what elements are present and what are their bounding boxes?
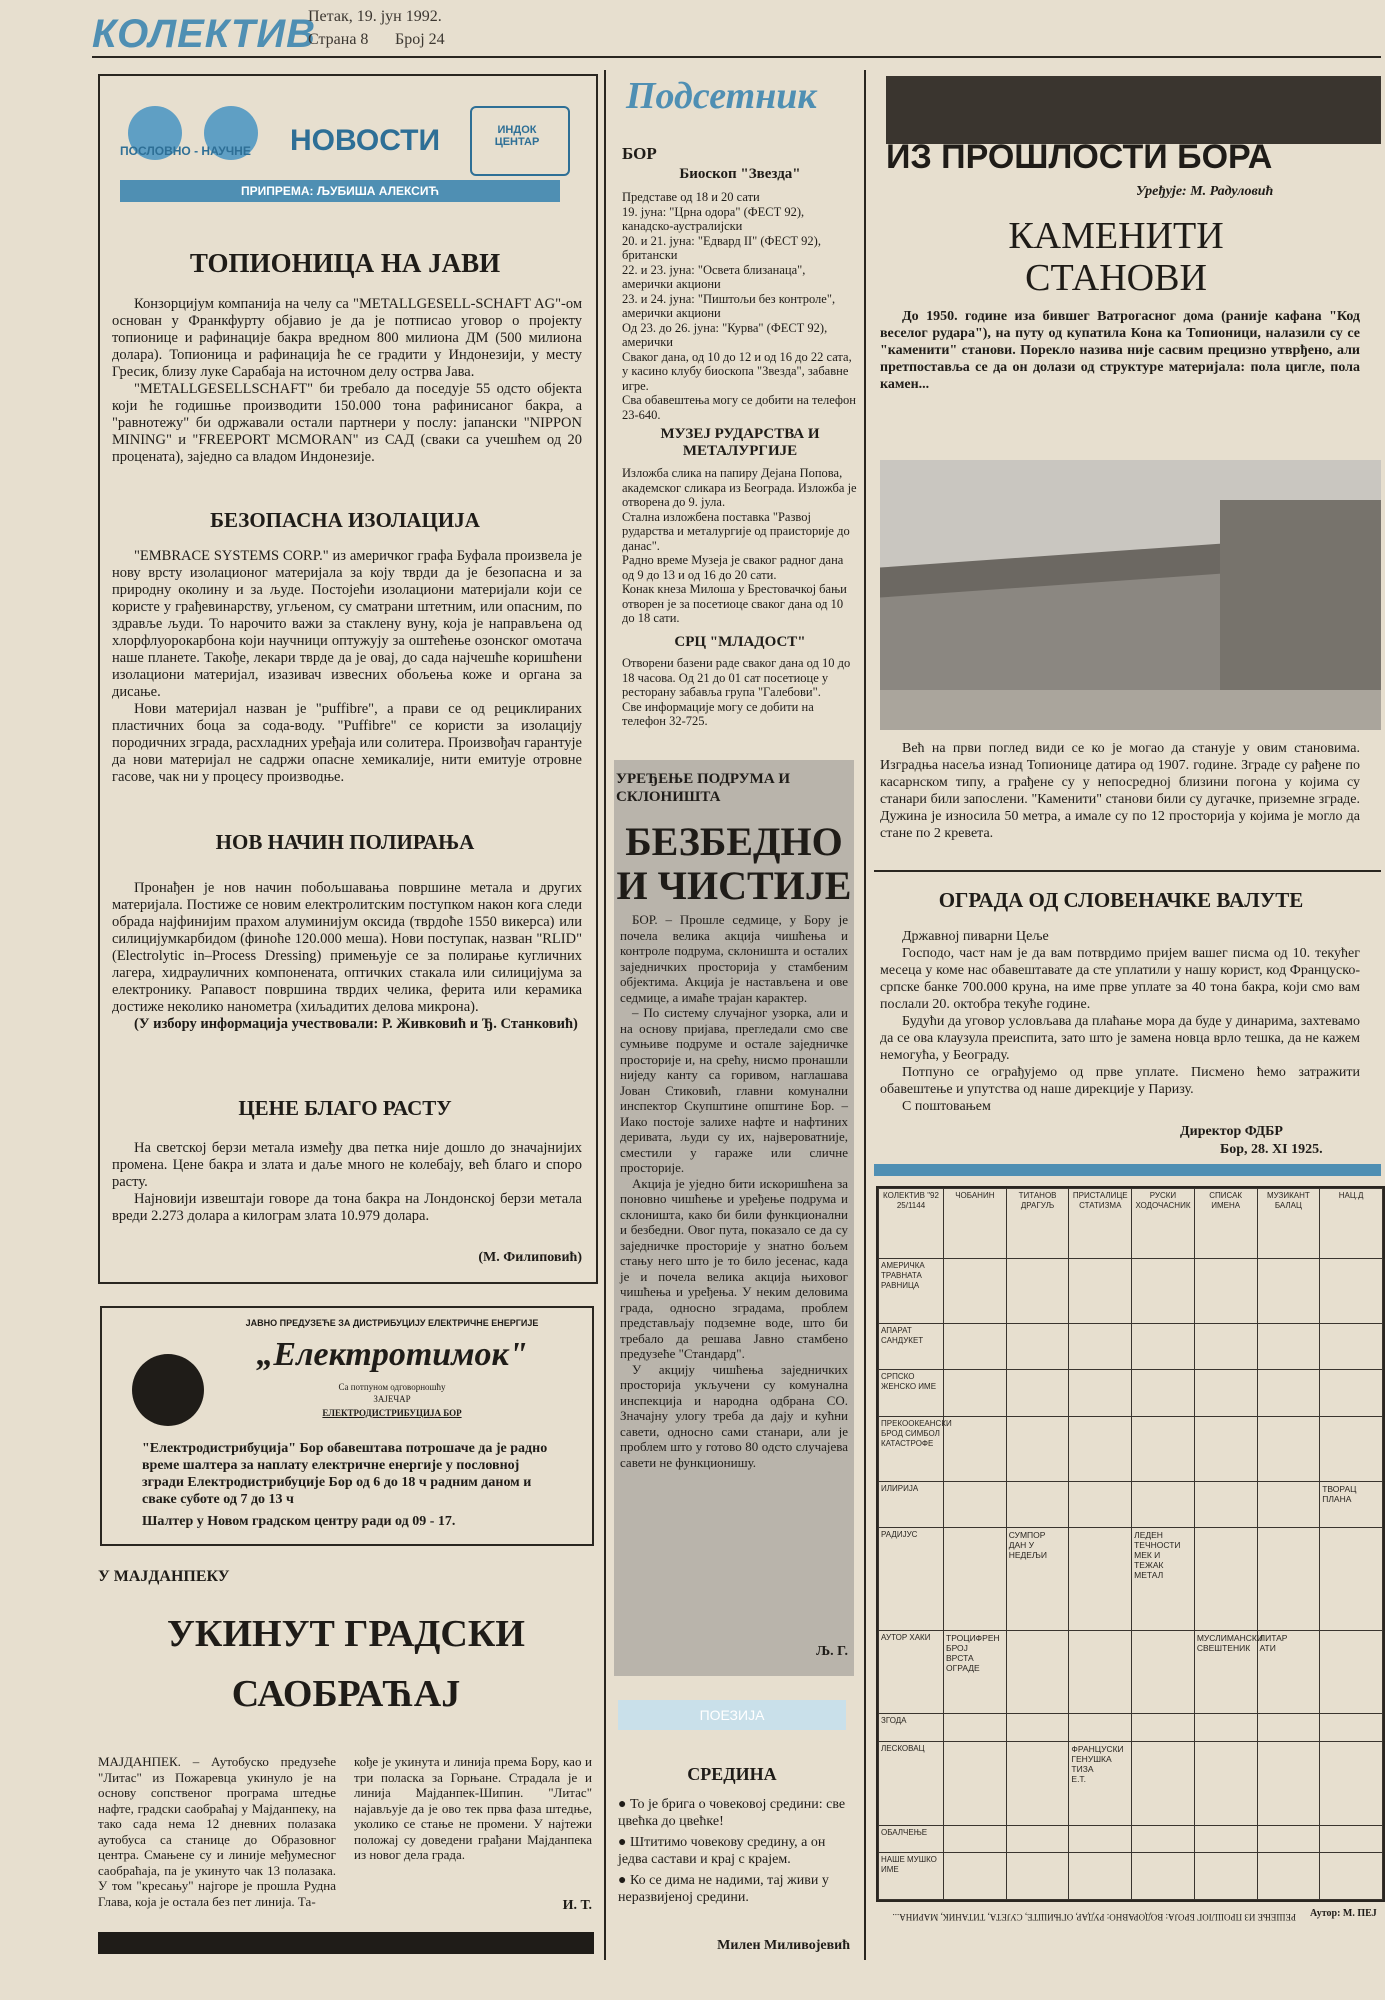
clue-text: ЛЕДЕН ТЕЧНОСТИ — [1134, 1530, 1181, 1551]
novosti-left-label: ПОСЛОВНО - НАУЧНЕ — [120, 144, 251, 158]
letter-regards: С поштовањем — [902, 1099, 991, 1114]
poem-bullet: ● Ко се дима не надими, тај живи у неразвијеној средини. — [618, 1873, 829, 1905]
crossword-header: ЧОБАНИН — [944, 1189, 1007, 1259]
crossword-clue: ЛЕСКОВАЦ — [879, 1741, 944, 1825]
crossword-author: Аутор: М. ПЕЈ — [1310, 1908, 1377, 1919]
paragraph: Господо, част нам је да вам потврдимо пријем вашег писма од 10. текућег месеца у коме нас обавештавате да сте уплатили у нашу корист, код Француско-српске банке 700.000 круна, на име прве уплате за 40 тона бакра, који смо вам послали 20. октобра текуће године. — [880, 946, 1360, 1012]
article-title-topionica: ТОПИОНИЦА НА ЈАВИ — [189, 248, 501, 278]
ad-body: "Електродистрибуција" Бор обавештава потрошаче да је радно време шалтера за наплату електричне енергије у пословној згради Електродистрибуције Бор од 6 до 18 ч радним даном и сваке суботе од 7 до 13 ч — [142, 1441, 548, 1507]
ad-sub1: Са потпуном одговорношћу — [338, 1382, 446, 1392]
history-title-1: КАМЕНИТИ — [1008, 215, 1224, 257]
article-title-izolacija: БЕЗОПАСНА ИЗОЛАЦИЈА — [210, 508, 480, 532]
crossword-header: РУСКИ ХОДОЧАСНИК — [1132, 1189, 1195, 1259]
masthead-rule — [92, 56, 1381, 58]
crossword-clue — [1006, 1528, 1069, 1630]
article-title-majdanpek-2: САОБРАЋАЈ — [231, 1673, 461, 1715]
paragraph: – По систему случајног узорка, али и на основу пријава, прегледали смо све сумњиве подруме и остале заједничке просторије и, на срећу, нисмо пронашли ниједу канту са горивом, наглашава Јован Стиковић, главни комунални инспектор Скупштине општине Бор. – Иако постоје залихе нафте и нафтиних деривата, људи су их, највероватније, сместили у гараже или сличне просторије. — [620, 1005, 848, 1175]
crossword-puzzle — [876, 1186, 1385, 1902]
article-body-majdanpek-col1: МАЈДАНПЕК. – Аутобуско предузеће "Литас" из Пожаревца укинуло је на основу сопственог програма штедње нафте, градски саобраћај у Мајданпеку, на тако сада нема 12 дневних полазака аутобуса са станице до Образовног центра. Смањене су и линије међумесног саобраћаја, па је укинуто чак 13 полазака. У том "кресању" најгоре је прошла Рудна Глава, која је остала без пет линија. Та- — [98, 1754, 336, 1909]
poem-bullet: ● То је брига о човековој средини: све цвећка до цвећке! — [618, 1797, 846, 1829]
crossword-clue: НАШЕ МУШКО ИМЕ — [879, 1853, 944, 1900]
indok-label: ИНДОК ЦЕНТАР — [494, 124, 540, 148]
paragraph: Најновији извештаји говоре да тона бакра на Лондонској берзи метала вреди 2.273 долара а килограм злата 10.979 долара. — [112, 1191, 582, 1224]
podsetnik-src-title: СРЦ "МЛАДОСТ" — [674, 634, 806, 650]
elektrotimok-ad — [100, 1306, 594, 1546]
ad-last-line: Шалтер у Новом градском центру ради од 09 - 17. — [142, 1514, 456, 1529]
podsetnik-logo: Подсетник — [626, 75, 817, 117]
podsetnik-museum-text: Изложба слика на папиру Дејана Попова, академског сликара из Београда. Изложба је отворена до 9. јула. Стална изложбена поставка "Развој рударства и металургије од праисторије до данас". Радно време Музеја је сваког радног дана од 9 до 13 и од 16 до 20 сати. Конак кнеза Милоша у Брестовачкој бањи отворен је за посетиоце сваког дана од 10 до 18 сати. — [622, 466, 857, 625]
history-title-2: СТАНОВИ — [1025, 257, 1207, 299]
history-banner-illustration — [886, 76, 1381, 144]
paragraph: "EMBRACE SYSTEMS CORP." из америчког графа Буфала произвела је нову врсту изолационог материјала за коју тврди да је безопасна и за природну околину и за људе. Постојећи изолациони материјали који се користе у грађевинарству, угљеном, су сматрани штетним, или опасним, по здравље људи. То нарочито важи за стаклену вуну, која је направљена од хлорфлуорокарбона који научници оптужују за оштећење озонског омотача наше планете. Такође, лекари тврде да је овај, до сада најчешће коришћени изолациони материјал, изазивач извесних обољења коже и органа за дисање. — [112, 548, 582, 700]
poem-body — [618, 1796, 850, 1906]
masthead-logo: КОЛЕКТИВ — [92, 12, 316, 56]
page-number: Страна 8 — [308, 31, 369, 48]
crossword-clue: ТВОРАЦ ПЛАНА — [1320, 1481, 1383, 1527]
photo-stone-houses — [880, 460, 1381, 730]
podsetnik-cinema-title: Биоскоп "Звезда" — [679, 166, 801, 182]
article-body-topionica — [112, 296, 582, 466]
clue-text: ДАН У НЕДЕЉИ — [1008, 1540, 1048, 1561]
poem-line: Ко се дима не надими, тај живи у неразвијеној средини. — [618, 1873, 829, 1905]
crossword-grid — [878, 1188, 1383, 1900]
clue-text: МЕК И ТЕЖАК МЕТАЛ — [1134, 1550, 1164, 1581]
article-body-poliranje — [112, 880, 582, 1033]
ad-logo-icon — [132, 1354, 204, 1426]
poem-line: То је брига о човековој средини: све цвећка до цвећке! — [618, 1797, 846, 1829]
clue-text: Е.Т. — [1071, 1773, 1087, 1784]
ad-brand: „Електротимок" — [256, 1336, 528, 1373]
computer-icon — [470, 106, 570, 176]
paragraph: Потпуно се ограђујемо од прве уплате. Писмено ћемо затражити обавештење и упутства од наше дирекције у Паризу. — [880, 1065, 1360, 1097]
crossword-clue — [1257, 1630, 1320, 1714]
crossword-clue: МУСЛИМАНСКИ СВЕШТЕНИК — [1194, 1630, 1257, 1714]
article-title-cene: ЦЕНЕ БЛАГО РАСТУ — [238, 1096, 452, 1120]
article-kicker-majdanpek: У МАЈДАНПЕКУ — [98, 1568, 230, 1585]
article-title-majdanpek-1: УКИНУТ ГРАДСКИ — [167, 1613, 525, 1655]
clue-text: ВРСТА ОГРАДЕ — [946, 1652, 980, 1673]
letter-signature-1: Директор ФДБР — [1180, 1124, 1283, 1139]
crossword-clue: АПАРАТ САНДУКЕТ — [879, 1324, 944, 1370]
paragraph: До 1950. године иза бившег Ватрогасног дома (раније кафана "Код веселог рудара"), на путу од купатила Кона ка Топионици, налазили су се "каменити" станови. Порекло назива није сасвим прецизно утврђено, али претпоставља се да он долази од структуре материјала: пола цигле, пола камен... — [880, 309, 1360, 392]
shelter-kicker: УРЕЂЕЊЕ ПОДРУМА И СКЛОНИШТА — [616, 771, 791, 805]
issue-number: Број 24 — [395, 31, 445, 48]
paragraph: Нови материјал назван је "puffibre", а прави се од рециклираних пластичних боца за сода-воду. "Puffibre" се користи за изолацију породичних зграда, расхладних уређаја или солитера. Произвођач гарантује да нови материјал не садржи опасне хемикалије, нити емитује отровне гасове, чак ни у процесу производње. — [112, 701, 582, 785]
paragraph: Конзорцијум компанија на челу са "METALLGESELL-SCHAFT AG"-ом основан у Франкфурту објавио је да је потписао уговор о пројекту топионице и рафинације бакра вредном 800 милиона ДМ (500 милиона долара). Топионица и рафинација ће се градити у Индонезији, у месту Гресик, близу луке Сарабаја на источном делу острва Јава. — [112, 296, 582, 380]
paragraph: БОР. – Прошле седмице, у Бору је почела велика акција чишћења и контроле подрума, склоништа и осталих заједничких просторија у стамбеним објектима. Акција је настављена и ове седмице, а имаће трајан карактер. — [620, 912, 848, 1005]
clue-text: СУМПОР — [1008, 1530, 1046, 1541]
crossword-clue — [1132, 1528, 1195, 1630]
author-cene: (М. Филиповић) — [478, 1250, 582, 1265]
podsetnik-cinema-text: Представе од 18 и 20 сати 19. јуна: "Црна одора" (ФЕСТ 92), канадско-аустралијски 20. и 21. јуна: "Едвард II" (ФЕСТ 92), британски 22. и 23. јуна: "Освета близанаца", амерички акциони 23. и 24. јуна: "Пиштољи без контроле", амерички акциони Од 23. до 26. јуна: "Курва" (ФЕСТ 92), амерички Сваког дана, од 10 до 12 и од 16 до 22 сата, у касино клубу биоскопа "Звезда", забавне игре. Сва обавештења могу се добити на телефон 23-640. — [622, 190, 856, 422]
crossword-clue: ОБАЛЧЕЊЕ — [879, 1825, 944, 1853]
ad-top-line: ЈАВНО ПРЕДУЗЕЋЕ ЗА ДИСТРИБУЦИЈУ ЕЛЕКТРИЧНЕ ЕНЕРГИЈЕ — [245, 1318, 539, 1328]
clue-text: ТРОЦИФРЕН БРОЈ — [946, 1632, 1000, 1653]
article-body-majdanpek-col2: кође је укинута и линија према Бору, као и три поласка за Горњане. Страдала је и линија Мајданпек-Шипин. "Литас" најављује да је ово тек прва фаза штедње, уколико се стање не промени. У најтежи положај су доведени грађани Мајданпека из новог дела града. — [354, 1754, 592, 1862]
bottom-black-bar — [98, 1932, 594, 1954]
poem-title: СРЕДИНА — [687, 1764, 777, 1784]
history-banner-title: ИЗ ПРОШЛОСТИ БОРА — [886, 138, 1273, 176]
novosti-prepared: ПРИПРЕМА: ЉУБИША АЛЕКСИЋ — [120, 180, 560, 202]
paragraph: Пронађен је нов начин побољшавања површине метала и других материјала. Постиже се новим електролитским поступком након кога следи обрада најфинијим прахом алуминијум оксида (тврдоће 1550 викерса) или силицијумкарбидом (финоће 120.000 меша). Нови поступак, назван "RLID" (Electrolytic in–Process Dressing) примењује се за полирање кугличних лагера, хидрауличних компонената, оптичких стакала или силицијума за електронику. Рапавост површина тврдих челика, ферита или керамика достиже неколико нанометра (хиљадитих делова микрона). — [112, 880, 582, 1015]
crossword-clue: ИЛИРИЈА — [879, 1481, 944, 1527]
author-shelter: Љ. Г. — [816, 1644, 848, 1659]
crossword-header: НАЦ.Д — [1320, 1189, 1383, 1259]
paragraph: Акција је уједно бити искоришћена за поновно чишћење и уређење подрума и склоништа, како би били функционални и безбедни. Овог пута, показало се да су заједничке просторије у знатно бољем стању него што је то било јесенас, када је и почела велика акција њиховог чишћења и уређења. У неким деловима града, односно зградама, проблем представљају подземне воде, што би требало да решава Јавно стамбено предузеће "Стандард". — [620, 1175, 848, 1361]
crossword-clue: ЗГОДА — [879, 1714, 944, 1742]
crossword-clue: РАДИЈУС — [879, 1528, 944, 1630]
podsetnik-city: БОР — [622, 144, 657, 163]
paragraph: "METALLGESELLSCHAFT" би требало да поседује 55 одсто објекта који ће годишње производити 150.000 тона рафинисаног бакра, а "равнотежу" би одржавали остали партнери у послу: јапански "NIPPON MINING" и "FREEPORT MCMORAN" из САД (сваки са учешћем од 20 процената), заједно са владом Индонезије. — [112, 381, 582, 465]
novosti-title: НОВОСТИ — [290, 124, 441, 157]
history-editor: Уређује: М. Радуловић — [1136, 184, 1274, 199]
crossword-header: МУЗИКАНТ БАЛАЦ — [1257, 1189, 1320, 1259]
clue-text: АТИ — [1259, 1642, 1276, 1653]
novosti-header — [120, 100, 580, 212]
paragraph-credits: (У избору информација учествовали: Р. Живковић и Ђ. Станковић) — [134, 1016, 578, 1032]
crossword-clue — [1069, 1741, 1132, 1825]
crossword-header: СПИСАК ИМЕНА — [1194, 1189, 1257, 1259]
podsetnik-src-text: Отворени базени раде сваког дана од 10 до 18 часова. Од 21 до 01 сат посетиоце у ресторану забавља група "Галебови". Све информације могу се добити на телефон 32-725. — [622, 656, 851, 728]
ad-sub2: ЗАЈЕЧАР — [373, 1394, 411, 1404]
paragraph: У акцију чишћења заједничких просторија укључени су комунална инспекција и народна одбрана СО. Значајну улогу треба да дају и кућни савети, односно сами станари, али је проблем што у готово 80 одсто случајева савети не функционишу. — [620, 1361, 848, 1470]
clue-text: ФРАНЦУСКИ ГЕНУШКА ТИЗА — [1071, 1743, 1124, 1774]
letter-rule — [874, 870, 1381, 872]
crossword-header: КОЛЕКТИВ "92 25/1144 — [879, 1189, 944, 1259]
shelter-body — [620, 912, 848, 1470]
poem-badge: ПОЕЗИЈА — [618, 1700, 846, 1730]
crossword-clue: СРПСКО ЖЕНСКО ИМЕ — [879, 1370, 944, 1416]
poem-bullet: ● Штитимо човекову средину, а он једва састави и крај с крајем. — [618, 1835, 826, 1867]
shelter-title-2: И ЧИСТИЈЕ — [616, 863, 852, 908]
letter-body — [880, 928, 1360, 1115]
column-divider-2 — [864, 70, 866, 1960]
author-majdanpek: И. Т. — [562, 1898, 592, 1913]
paragraph: Будући да уговор условљава да плаћање мора да буде у динарима, захтевамо да се ова клаузула преиспита, зато што је замена новца врло тешка, да не кажем немогућа, у Београду. — [880, 1014, 1360, 1063]
author-poem: Милен Миливојевић — [717, 1938, 850, 1953]
clue-text: ЛИТАР — [1259, 1632, 1288, 1643]
article-body-izolacija — [112, 548, 582, 786]
shelter-title-1: БЕЗБЕДНО — [625, 819, 843, 864]
letter-signature-2: Бор, 28. XI 1925. — [1220, 1142, 1323, 1157]
crossword-rule — [874, 1164, 1381, 1176]
crossword-header: ТИТАНОВ ДРАГУЉ — [1006, 1189, 1069, 1259]
letter-to: Државној пиварни Цеље — [902, 929, 1049, 944]
crossword-header: ПРИСТАЛИЦЕ СТАТИЗМА — [1069, 1189, 1132, 1259]
history-body — [880, 740, 1360, 842]
article-title-poliranje: НОВ НАЧИН ПОЛИРАЊА — [215, 830, 475, 854]
article-body-cene — [112, 1140, 582, 1225]
letter-title: ОГРАДА ОД СЛОВЕНАЧКЕ ВАЛУТЕ — [938, 888, 1304, 912]
crossword-clue: ПРЕКООКЕАНСКИ БРОД СИМБОЛ КАТАСТРОФЕ — [879, 1416, 944, 1481]
paragraph: Већ на први поглед види се ко је могао да станује у овим становима. Изградња насеља изнад Топионице датира од 1907. године. Зграде су рађене по касарнском типу, а грађене су у непосредној близини погона у којима су станари били запослени. "Каменити" станови били су дугачке, приземне зграде. Дужина је износила 50 метра, а имале су по 12 просторија у којима је могло да стане по 2 кревета. — [880, 741, 1360, 841]
history-intro — [880, 308, 1360, 393]
issue-date: Петак, 19. јун 1992. — [308, 8, 442, 25]
crossword-clue: АМЕРИЧКА ТРАВНАТА РАВНИЦА — [879, 1259, 944, 1324]
column-divider-1 — [604, 70, 606, 1960]
ad-sub3: ЕЛЕКТРОДИСТРИБУЦИЈА БОР — [322, 1408, 462, 1418]
crossword-clue — [944, 1630, 1007, 1714]
crossword-solution: РЕШЕЊЕ ИЗ ПРОШЛОГ БРОЈА: ВОДОРАВНО: РУДАР, ОГЊИШТЕ, СУЈЕТА, ТИТАНИК, МАРИНА... — [892, 1912, 1296, 1922]
podsetnik-museum-title: МУЗЕЈ РУДАРСТВА И МЕТАЛУРГИЈЕ — [660, 426, 820, 459]
paragraph: На светској берзи метала између два петка није дошло до значајнијих промена. Цене бакра и злата и даље много не колебају, већ благо и споро расту. — [112, 1140, 582, 1190]
crossword-clue: АУТОР ХАКИ — [879, 1630, 944, 1714]
poem-line: Штитимо човекову средину, а он једва састави и крај с крајем. — [618, 1835, 826, 1867]
